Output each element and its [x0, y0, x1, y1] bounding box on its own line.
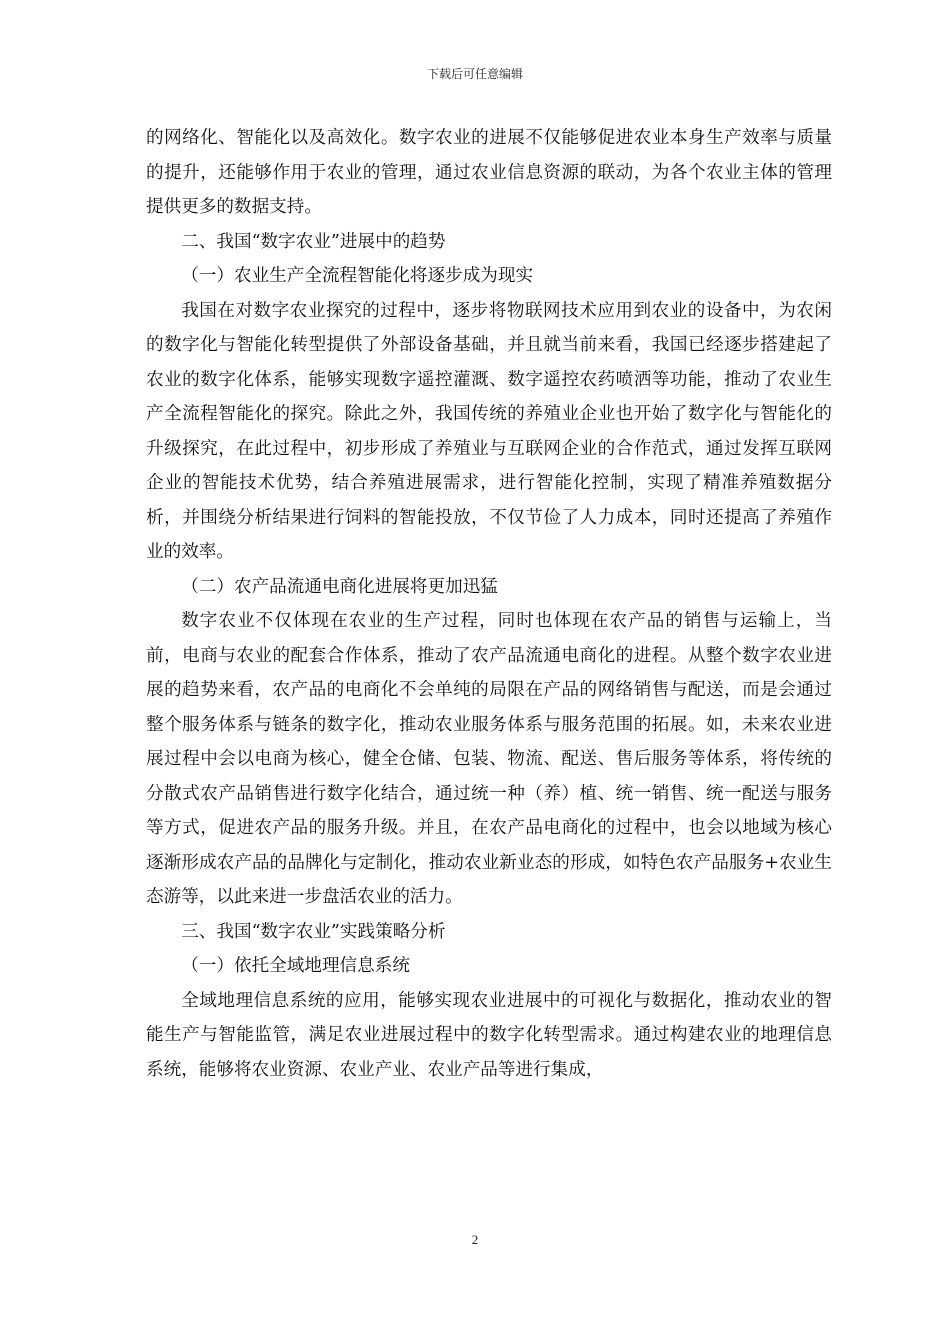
paragraph: 数字农业不仅体现在农业的生产过程，同时也体现在农产品的销售与运输上，当前，电商与农业的配套合作体系，推动了农产品流通电商化的进程。从整个数字农业进展的趋势来看，农产品的电商化不会单纯的局限在产品的网络销售与配送，而是会通过整个服务体系与链条的数字化，推动农业服务体系与服务范围的拓展。如，未来农业进展过程中会以电商为核心，健全仓储、包装、物流、配送、售后服务等体系，将传统的分散式农产品销售进行数字化结合，通过统一种（养）植、统一销售、统一配送与服务等方式，促进农产品的服务升级。并且，在农产品电商化的过程中，也会以地域为核心逐渐形成农产品的品牌化与定制化，推动农业新业态的形成，如特色农产品服务+农业生态游等，以此来进一步盘活农业的活力。: [146, 611, 832, 907]
section-heading: 三、我国“数字农业”实践策略分析: [181, 921, 446, 942]
document-body: [146, 121, 832, 1087]
subsection-heading: （一）依托全域地理信息系统: [181, 956, 410, 976]
page-number: 2: [471, 1232, 479, 1247]
page-header: 下载后可任意编辑: [426, 67, 523, 81]
paragraph: 全域地理信息系统的应用，能够实现农业进展中的可视化与数据化，推动农业的智能生产与智能监管，满足农业进展过程中的数字化转型需求。通过构建农业的地理信息系统，能够将农业资源、农业产业、农业产品等进行集成，: [146, 990, 832, 1080]
section-heading: 二、我国“数字农业”进展中的趋势: [181, 231, 446, 252]
paragraph: 我国在对数字农业探究的过程中，逐步将物联网技术应用到农业的设备中，为农闲的数字化与智能化转型提供了外部设备基础，并且就当前来看，我国已经逐步搭建起了农业的数字化体系，能够实现数字遥控灌溉、数字遥控农药喷洒等功能，推动了农业生产全流程智能化的探究。除此之外，我国传统的养殖业企业也开始了数字化与智能化的升级探究，在此过程中，初步形成了养殖业与互联网企业的合作范式，通过发挥互联网企业的智能技术优势，结合养殖进展需求，进行智能化控制，实现了精准养殖数据分析，并围绕分析结果进行饲料的智能投放，不仅节俭了人力成本，同时还提高了养殖作业的效率。: [146, 300, 832, 562]
subsection-heading: （二）农产品流通电商化进展将更加迅猛: [181, 576, 498, 597]
subsection-heading: （一）农业生产全流程智能化将逐步成为现实: [181, 266, 534, 286]
paragraph-continuation: 的网络化、智能化以及高效化。数字农业的进展不仅能够促进农业本身生产效率与质量的提升，还能够作用于农业的管理，通过农业信息资源的联动，为各个农业主体的管理提供更多的数据支持。: [146, 128, 832, 217]
